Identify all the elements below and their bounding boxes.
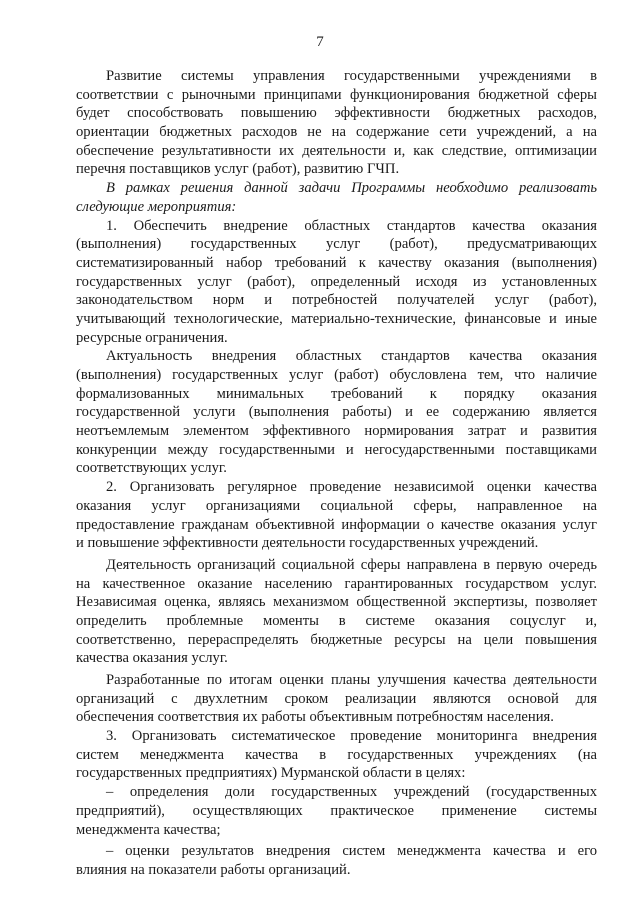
- text-line: менеджмента качества;: [76, 821, 221, 838]
- text-line: качества оказания услуг.: [76, 650, 228, 667]
- text-line: – оценки результатов внедрения систем менеджмента качества и его: [106, 843, 597, 860]
- text-line: В рамках решения данной задачи Программы необходимо реализовать: [106, 180, 597, 197]
- document-body: [76, 67, 597, 880]
- text-line: Деятельность организаций социальной сферы направлена в первую очередь: [106, 556, 597, 573]
- text-line: обеспечение результативности их деятельности и, как следствие, оптимизации: [76, 142, 597, 159]
- text-line: предприятий), осуществляющих практическое применение системы: [76, 802, 597, 819]
- text-line: определить проблемные моменты в системе оказания соцуслуг и,: [76, 612, 597, 629]
- text-line: (выполнения) государственных услуг (работ), предусматривающих: [76, 236, 597, 253]
- text-line: перечня поставщиков услуг (работ), развитию ГЧП.: [76, 161, 400, 178]
- text-line: (выполнения) государственных услуг (работ) обусловлена тем, что наличие: [76, 367, 597, 383]
- text-line: Развитие системы управления государственными учреждениями в: [106, 68, 597, 84]
- text-line: влияния на показатели работы организаций.: [76, 861, 351, 878]
- text-line: соответственно, перераспределять бюджетные ресурсы на цели повышения: [76, 631, 597, 648]
- text-line: соответствии с рыночными принципами функционирования бюджетной сферы: [76, 86, 597, 103]
- text-line: и повышение эффективности деятельности государственных учреждений.: [76, 535, 539, 552]
- text-line: Разработанные по итогам оценки планы улучшения качества деятельности: [106, 672, 597, 688]
- text-line: систематизированный набор требований к качеству оказания (выполнения): [76, 254, 597, 271]
- page-number: 7: [316, 34, 324, 50]
- text-line: учитывающий технологические, материально-технические, финансовые и иные: [76, 310, 597, 327]
- text-line: систем менеджмента качества в государственных учреждениях (на: [76, 746, 597, 763]
- text-line: – определения доли государственных учреждений (государственных: [106, 784, 597, 801]
- text-line: обеспечения соответствия их работы объективным потребностям населения.: [76, 709, 554, 726]
- text-line: законодательством норм и потребностей получателей услуг (работ),: [76, 292, 597, 309]
- text-line: соответствующих услуг.: [76, 460, 227, 477]
- text-line: на качественное оказание населению гарантированных государством услуг.: [76, 575, 597, 592]
- text-line: 1. Обеспечить внедрение областных стандартов качества оказания: [106, 217, 597, 234]
- text-line: оказания услуг организациями социальной сферы, направленное на: [76, 497, 597, 514]
- text-line: ресурсные ограничения.: [76, 329, 228, 346]
- text-line: конкуренции между государственными и негосударственными поставщиками: [76, 441, 597, 458]
- text-line: формализованных минимальных требований к порядку оказания: [76, 385, 597, 402]
- text-line: предоставление гражданам объективной информации о качестве оказания услуг: [76, 516, 597, 533]
- text-line: неотъемлемым элементом эффективного нормирования затрат и развития: [76, 423, 597, 440]
- text-line: 2. Организовать регулярное проведение независимой оценки качества: [106, 479, 597, 496]
- text-line: Актуальность внедрения областных стандартов качества оказания: [106, 348, 597, 365]
- text-line: ориентации бюджетных расходов не на содержание сети учреждений, а на: [76, 124, 597, 141]
- text-line: 3. Организовать систематическое проведение мониторинга внедрения: [106, 728, 597, 745]
- text-line: организаций с двухлетним сроком реализации являются основой для: [76, 690, 597, 707]
- text-line: государственной услуги (выполнения работы) и ее содержанию является: [76, 404, 597, 421]
- text-line: Независимая оценка, являясь механизмом общественной экспертизы, позволяет: [76, 594, 597, 611]
- text-line: государственных услуг (работ), определенный исходя из установленных: [76, 273, 597, 290]
- text-line: будет способствовать повышению эффективности бюджетных расходов,: [76, 105, 597, 122]
- text-line: государственных предприятиях) Мурманской области в целях:: [76, 765, 466, 782]
- text-line: следующие мероприятия:: [76, 198, 237, 215]
